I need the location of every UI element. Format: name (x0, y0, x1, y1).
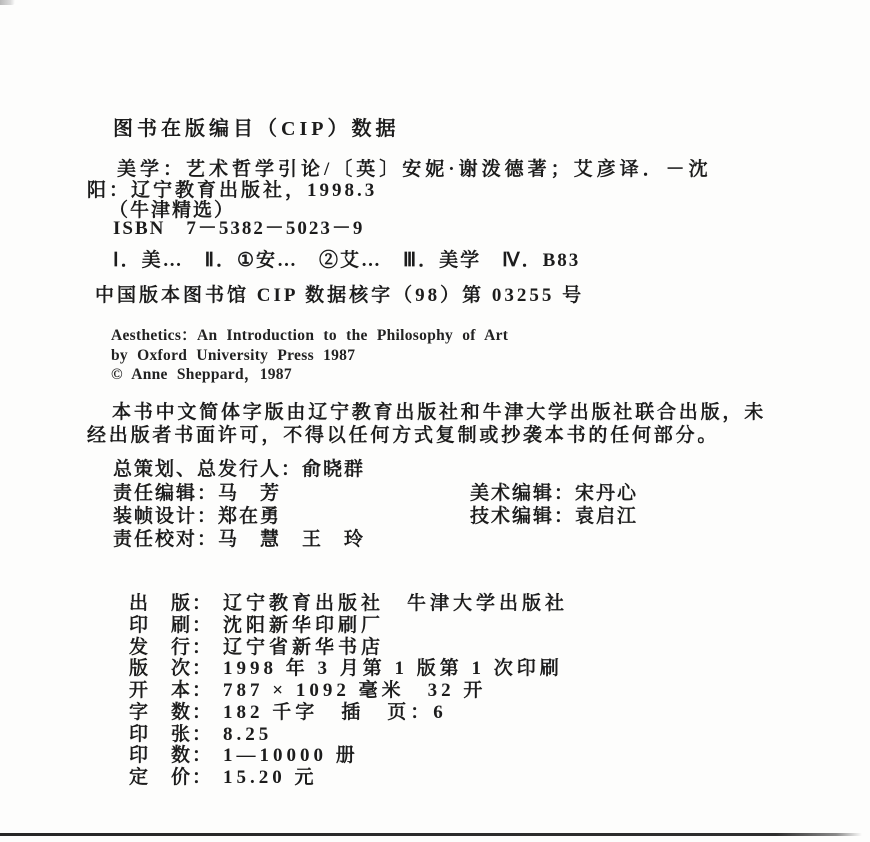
staff-art-editor: 美术编辑：宋丹心 (470, 483, 639, 504)
copyright-line: © Anne Sheppard，1987 (111, 366, 292, 383)
rights-notice-line1: 本书中文简体字版由辽宁教育出版社和牛津大学出版社联合出版，未 (112, 402, 767, 423)
pub-label: 字 数： (129, 702, 214, 723)
pub-label: 印 数： (129, 745, 214, 766)
pub-label: 开 本： (129, 680, 214, 701)
pub-label: 发 行： (129, 637, 214, 658)
pub-value: 8.25 (223, 724, 273, 745)
cip-heading: 图书在版编目（CIP）数据 (113, 118, 400, 140)
series-title: （牛津精选） (109, 200, 236, 221)
scan-artifact-bottom-edge (0, 833, 862, 836)
pub-label: 版 次： (129, 658, 214, 679)
staff-planner: 总策划、总发行人：俞晓群 (113, 459, 366, 480)
pub-value: 15.20 元 (223, 767, 318, 788)
original-publisher: by Oxford University Press 1987 (111, 347, 356, 364)
pub-label: 印 刷： (129, 615, 214, 636)
pub-row-price (113, 744, 318, 807)
pub-value: 1—10000 册 (223, 745, 359, 766)
cip-entry-line1: 美学：艺术哲学引论/〔英〕安妮·谢泼德著；艾彦译．－沈 (117, 159, 712, 180)
pub-label: 印 张： (129, 724, 214, 745)
isbn-line: ISBN 7－5382－5023－9 (113, 218, 365, 239)
pub-label: 出 版： (129, 593, 214, 614)
cip-record-number: 中国版本图书馆 CIP 数据核字（98）第 03255 号 (95, 285, 585, 306)
staff-editor: 责任编辑：马 芳 (113, 483, 282, 504)
original-title: Aesthetics：An Introduction to the Philosophy of Art (111, 327, 509, 344)
staff-proofreader: 责任校对：马 慧 王 玲 (113, 529, 366, 550)
pub-value: 沈阳新华印刷厂 (223, 615, 385, 636)
cip-entry-line2: 阳：辽宁教育出版社，1998.3 (87, 180, 378, 201)
pub-value: 1998 年 3 月第 1 版第 1 次印刷 (223, 658, 563, 679)
pub-value: 787 × 1092 毫米 32 开 (223, 680, 487, 701)
pub-label: 定 价： (129, 767, 214, 788)
staff-tech-editor: 技术编辑：袁启江 (470, 506, 639, 527)
pub-value: 辽宁教育出版社 牛津大学出版社 (223, 593, 569, 614)
pub-value: 182 千字 插 页：6 (223, 702, 447, 723)
classification-line: Ⅰ．美… Ⅱ．①安… ②艾… Ⅲ．美学 Ⅳ．B83 (113, 250, 581, 271)
rights-notice-line2: 经出版者书面许可，不得以任何方式复制或抄袭本书的任何部分。 (87, 425, 720, 446)
pub-value: 辽宁省新华书店 (223, 637, 385, 658)
scan-artifact-top-left (0, 0, 15, 5)
staff-designer: 装帧设计：郑在勇 (113, 506, 282, 527)
